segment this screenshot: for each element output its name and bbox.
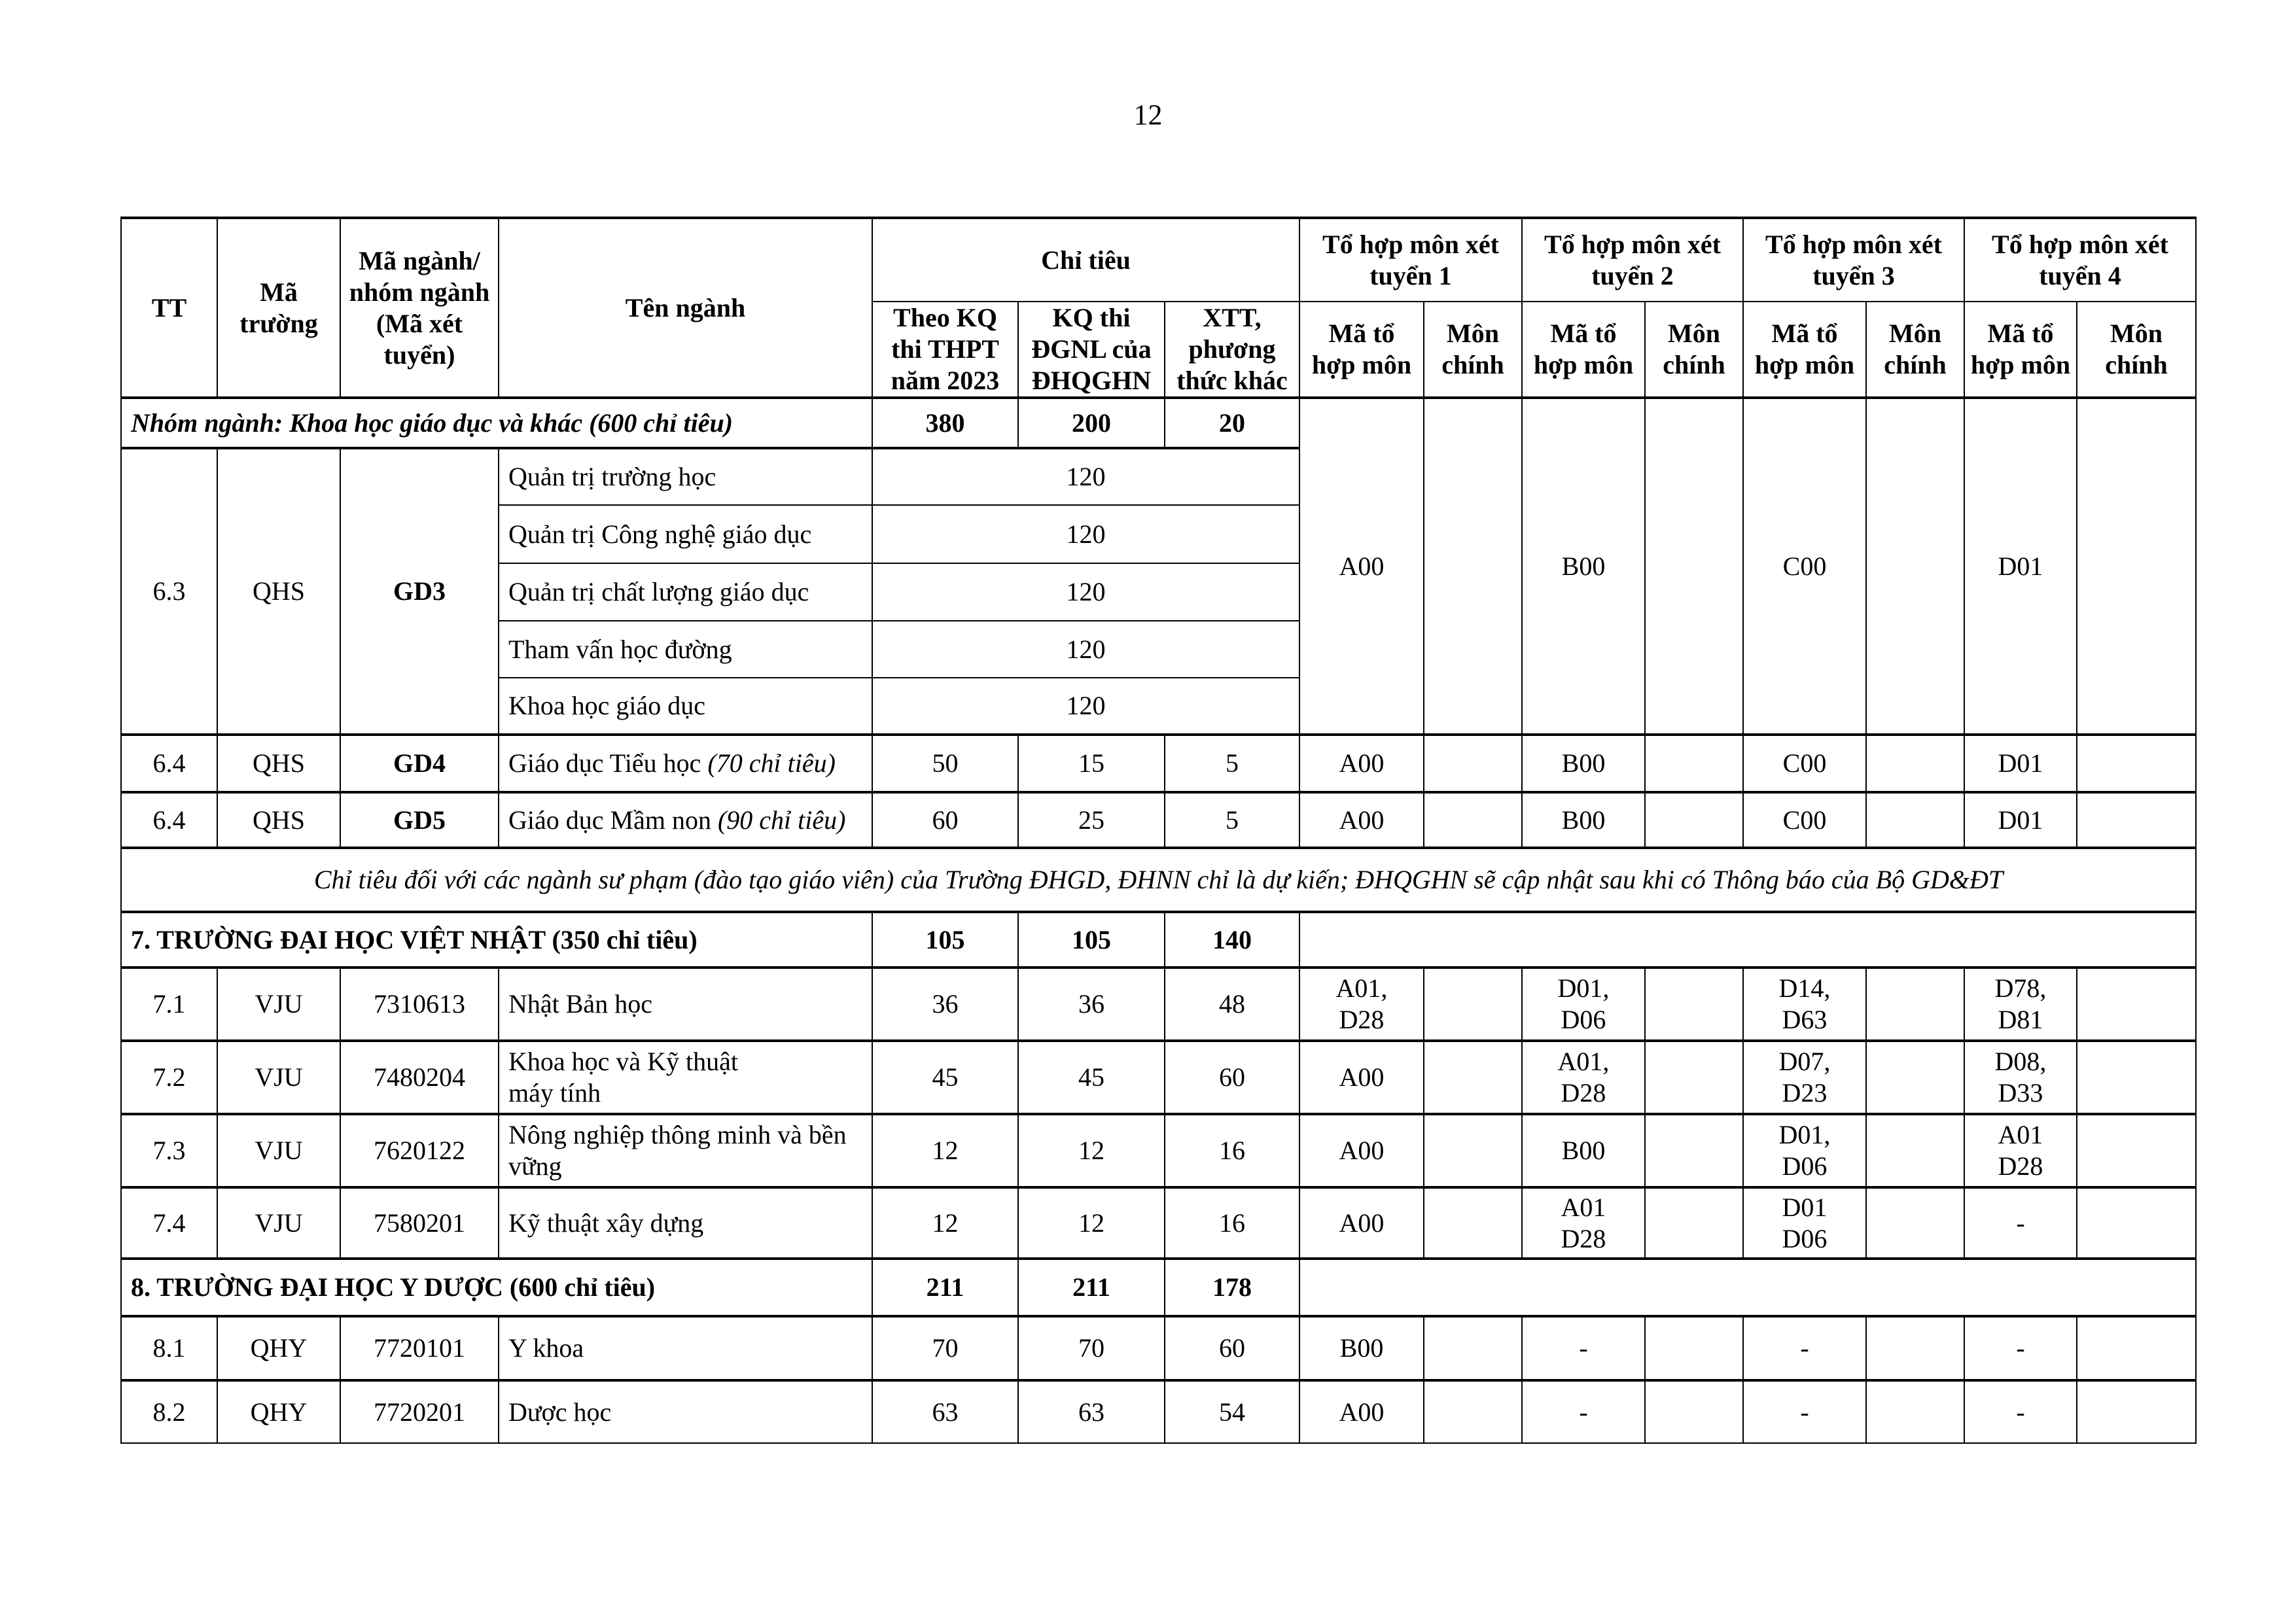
row-major-name: Y khoa: [499, 1316, 872, 1380]
combo-line: D78,: [1994, 973, 2047, 1003]
group-row: [121, 912, 2196, 968]
combo-3-code: -: [1743, 1380, 1866, 1443]
combo-3-main: [1866, 1114, 1964, 1187]
row-code: 7620122: [340, 1114, 499, 1187]
combo-line: D23: [1782, 1078, 1828, 1108]
group-quota-thpt: 380: [872, 398, 1018, 448]
combo-4-code: -: [1964, 1380, 2077, 1443]
combo-2-main: [1645, 735, 1743, 792]
combo-line: D07,: [1778, 1047, 1831, 1076]
group-row: [121, 398, 2196, 448]
combo-4-code: D01: [1964, 735, 2077, 792]
combo-1-code: [1299, 1041, 1424, 1114]
major-name-line: máy tính: [508, 1078, 601, 1108]
row-quota-dgnl: 63: [1018, 1380, 1165, 1443]
combo-2-main: [1645, 968, 1743, 1041]
table-row: [121, 968, 2196, 1041]
combo-4-main: [2077, 1187, 2196, 1259]
row-code: GD5: [340, 792, 499, 848]
combo-line: D81: [1998, 1005, 2043, 1034]
header-ten-nganh: Tên ngành: [499, 218, 872, 398]
row-school: QHS: [217, 792, 340, 848]
combo-3-main: [1866, 1316, 1964, 1380]
combo-line: A00: [1339, 1208, 1385, 1238]
row-quota-xtt: 16: [1165, 1114, 1299, 1187]
row-major-name: Quản trị trường học: [499, 448, 872, 505]
row-school: QHS: [217, 448, 340, 735]
row-major-name: Quản trị Công nghệ giáo dục: [499, 505, 872, 563]
row-quota-dgnl: 70: [1018, 1316, 1165, 1380]
combo-4-main: [2077, 735, 2196, 792]
row-major-name: [499, 792, 872, 848]
combo-4-code: [1964, 1041, 2077, 1114]
combo-line: D06: [1561, 1005, 1606, 1034]
combo-1-code: A00: [1299, 735, 1424, 792]
group-title: 7. TRƯỜNG ĐẠI HỌC VIỆT NHẬT (350 chỉ tiêu): [121, 912, 872, 968]
combo-2-code: [1522, 1041, 1645, 1114]
combo-line: D08,: [1994, 1047, 2047, 1076]
row-major-name: Dược học: [499, 1380, 872, 1443]
group-quota-thpt: 105: [872, 912, 1018, 968]
combo-2-main: [1645, 1380, 1743, 1443]
row-quota-xtt: 16: [1165, 1187, 1299, 1259]
row-code: 7580201: [340, 1187, 499, 1259]
header-row-1: [121, 218, 2196, 302]
header-mon-chinh-2: Môn chính: [1645, 302, 1743, 398]
combo-1-code: A00: [1299, 398, 1424, 735]
major-name-note: (90 chỉ tiêu): [717, 805, 846, 835]
row-code: 7480204: [340, 1041, 499, 1114]
row-major-quota: 120: [872, 505, 1299, 563]
header-to-hop-1: Tổ hợp môn xét tuyển 1: [1299, 218, 1522, 302]
combo-2-main: [1645, 1187, 1743, 1259]
row-major-name: [499, 1187, 872, 1259]
row-quota-xtt: 48: [1165, 968, 1299, 1041]
combo-line: A00: [1339, 1136, 1385, 1165]
row-quota-dgnl: 45: [1018, 1041, 1165, 1114]
combo-4-code: D01: [1964, 792, 2077, 848]
group-title: Nhóm ngành: Khoa học giáo dục và khác (600 chỉ tiêu): [121, 398, 872, 448]
header-ma-nganh: Mã ngành/ nhóm ngành (Mã xét tuyển): [340, 218, 499, 398]
group-quota-xtt: 140: [1165, 912, 1299, 968]
combo-4-code: D01: [1964, 398, 2077, 735]
combo-line: A01,: [1335, 973, 1388, 1003]
combo-1-main: [1424, 1380, 1522, 1443]
combo-4-main: [2077, 792, 2196, 848]
combo-2-main: [1645, 1041, 1743, 1114]
major-name-line: Nông nghiệp thông minh và bền: [508, 1120, 847, 1149]
table-row: [121, 1114, 2196, 1187]
row-quota-thpt: 12: [872, 1114, 1018, 1187]
group-quota-thpt: 211: [872, 1259, 1018, 1316]
row-tt: 7.3: [121, 1114, 217, 1187]
header-ma-to-hop-3: Mã tổ hợp môn: [1743, 302, 1866, 398]
header-ma-to-hop-4: Mã tổ hợp môn: [1964, 302, 2077, 398]
header-ma-truong: Mã trường: [217, 218, 340, 398]
combo-3-code: [1743, 968, 1866, 1041]
row-major-name: Quản trị chất lượng giáo dục: [499, 563, 872, 621]
combo-line: B00: [1561, 1136, 1606, 1165]
row-quota-dgnl: 15: [1018, 735, 1165, 792]
combo-line: A01: [1561, 1192, 1606, 1222]
major-name-line: vững: [508, 1151, 562, 1181]
combo-line: -: [2016, 1208, 2025, 1238]
combo-line: A01,: [1557, 1047, 1610, 1076]
row-major-quota: 120: [872, 563, 1299, 621]
combo-line: D28: [1561, 1078, 1606, 1108]
group-quota-dgnl: 105: [1018, 912, 1165, 968]
combo-4-main: [2077, 1380, 2196, 1443]
major-name-line: Khoa học và Kỹ thuật: [508, 1047, 739, 1076]
row-quota-xtt: 54: [1165, 1380, 1299, 1443]
row-quota-xtt: 5: [1165, 735, 1299, 792]
combo-3-code: [1743, 1041, 1866, 1114]
combo-3-main: [1866, 1041, 1964, 1114]
combo-1-code: B00: [1299, 1316, 1424, 1380]
row-school: QHS: [217, 735, 340, 792]
header-xtt: XTT, phương thức khác: [1165, 302, 1299, 398]
header-mon-chinh-1: Môn chính: [1424, 302, 1522, 398]
row-school: VJU: [217, 1114, 340, 1187]
combo-1-code: A00: [1299, 792, 1424, 848]
table-row: [121, 1316, 2196, 1380]
row-tt: 7.1: [121, 968, 217, 1041]
row-quota-thpt: 70: [872, 1316, 1018, 1380]
combo-line: D06: [1782, 1223, 1828, 1253]
combo-3-main: [1866, 792, 1964, 848]
combo-line: D28: [1339, 1005, 1385, 1034]
row-major-name: Tham vấn học đường: [499, 621, 872, 678]
header-theo-kq-thpt: Theo KQ thi THPT năm 2023: [872, 302, 1018, 398]
combo-4-main: [2077, 1316, 2196, 1380]
row-code: 7720101: [340, 1316, 499, 1380]
row-major-quota: 120: [872, 448, 1299, 505]
combo-line: D63: [1782, 1005, 1828, 1034]
combo-3-main: [1866, 968, 1964, 1041]
combo-3-code: C00: [1743, 792, 1866, 848]
row-quota-thpt: 50: [872, 735, 1018, 792]
group-empty: [1299, 1259, 2196, 1316]
row-quota-thpt: 63: [872, 1380, 1018, 1443]
row-tt: 6.4: [121, 735, 217, 792]
table-row: [121, 735, 2196, 792]
combo-line: A01: [1998, 1120, 2043, 1149]
header-kq-dgnl: KQ thi ĐGNL của ĐHQGHN: [1018, 302, 1165, 398]
row-major-quota: 120: [872, 621, 1299, 678]
combo-4-code: [1964, 1114, 2077, 1187]
note-row: [121, 848, 2196, 912]
combo-4-main: [2077, 1041, 2196, 1114]
row-tt: 7.4: [121, 1187, 217, 1259]
combo-4-code: -: [1964, 1316, 2077, 1380]
combo-1-main: [1424, 1041, 1522, 1114]
row-school: VJU: [217, 1041, 340, 1114]
header-mon-chinh-4: Môn chính: [2077, 302, 2196, 398]
combo-3-code: C00: [1743, 398, 1866, 735]
row-major-name: [499, 1041, 872, 1114]
row-quota-xtt: 60: [1165, 1041, 1299, 1114]
combo-line: A00: [1339, 1062, 1385, 1092]
header-to-hop-4: Tổ hợp môn xét tuyển 4: [1964, 218, 2196, 302]
row-quota-dgnl: 12: [1018, 1187, 1165, 1259]
row-school: QHY: [217, 1380, 340, 1443]
combo-2-code: B00: [1522, 792, 1645, 848]
combo-3-main: [1866, 1187, 1964, 1259]
combo-line: D28: [1561, 1223, 1606, 1253]
combo-4-main: [2077, 1114, 2196, 1187]
row-quota-dgnl: 36: [1018, 968, 1165, 1041]
major-name-note: (70 chỉ tiêu): [707, 748, 836, 778]
table-row: [121, 1187, 2196, 1259]
row-major-name: [499, 735, 872, 792]
row-tt: 6.4: [121, 792, 217, 848]
combo-1-code: [1299, 1114, 1424, 1187]
row-major-name: Khoa học giáo dục: [499, 678, 872, 735]
group-quota-dgnl: 211: [1018, 1259, 1165, 1316]
row-quota-thpt: 12: [872, 1187, 1018, 1259]
combo-2-main: [1645, 398, 1743, 735]
combo-line: D14,: [1778, 973, 1831, 1003]
combo-2-code: [1522, 1187, 1645, 1259]
combo-3-code: C00: [1743, 735, 1866, 792]
row-quota-xtt: 60: [1165, 1316, 1299, 1380]
combo-4-main: [2077, 398, 2196, 735]
row-tt: 7.2: [121, 1041, 217, 1114]
combo-2-code: B00: [1522, 735, 1645, 792]
combo-2-main: [1645, 792, 1743, 848]
table-row: [121, 792, 2196, 848]
combo-1-main: [1424, 1187, 1522, 1259]
combo-line: D01: [1782, 1192, 1828, 1222]
combo-4-main: [2077, 968, 2196, 1041]
row-major-quota: 120: [872, 678, 1299, 735]
row-tt: 8.2: [121, 1380, 217, 1443]
row-code: 7720201: [340, 1380, 499, 1443]
admission-quota-table: [120, 217, 2197, 1444]
major-name-line: Kỹ thuật xây dựng: [508, 1208, 704, 1238]
header-ma-to-hop-2: Mã tổ hợp môn: [1522, 302, 1645, 398]
combo-3-main: [1866, 398, 1964, 735]
table-row: [121, 1041, 2196, 1114]
combo-line: D06: [1782, 1151, 1828, 1181]
combo-4-code: [1964, 1187, 2077, 1259]
row-code: 7310613: [340, 968, 499, 1041]
combo-1-code: [1299, 1187, 1424, 1259]
combo-1-main: [1424, 398, 1522, 735]
header-to-hop-3: Tổ hợp môn xét tuyển 3: [1743, 218, 1964, 302]
group-row: [121, 1259, 2196, 1316]
combo-2-code: B00: [1522, 398, 1645, 735]
combo-line: D28: [1998, 1151, 2043, 1181]
group-title: 8. TRƯỜNG ĐẠI HỌC Y DƯỢC (600 chỉ tiêu): [121, 1259, 872, 1316]
group-empty: [1299, 912, 2196, 968]
combo-1-main: [1424, 1114, 1522, 1187]
combo-line: D01,: [1778, 1120, 1831, 1149]
header-chi-tieu: Chỉ tiêu: [872, 218, 1299, 302]
major-name-text: Giáo dục Mầm non: [508, 805, 711, 835]
combo-4-code: [1964, 968, 2077, 1041]
row-tt: 6.3: [121, 448, 217, 735]
combo-1-main: [1424, 792, 1522, 848]
combo-line: D01,: [1557, 973, 1610, 1003]
page-number: 12: [1133, 99, 1163, 131]
group-quota-xtt: 178: [1165, 1259, 1299, 1316]
header-to-hop-2: Tổ hợp môn xét tuyển 2: [1522, 218, 1743, 302]
combo-1-main: [1424, 735, 1522, 792]
row-tt: 8.1: [121, 1316, 217, 1380]
note-text: Chỉ tiêu đối với các ngành sư phạm (đào tạo giáo viên) của Trường ĐHGD, ĐHNN chỉ là dự kiến; ĐHQGHN sẽ cập nhật sau khi có Thông báo của Bộ GD&ĐT: [121, 848, 2196, 912]
row-quota-xtt: 5: [1165, 792, 1299, 848]
combo-1-main: [1424, 968, 1522, 1041]
combo-3-code: -: [1743, 1316, 1866, 1380]
combo-1-code: A00: [1299, 1380, 1424, 1443]
combo-3-main: [1866, 735, 1964, 792]
row-major-name: [499, 1114, 872, 1187]
combo-2-main: [1645, 1114, 1743, 1187]
header-mon-chinh-3: Môn chính: [1866, 302, 1964, 398]
row-school: QHY: [217, 1316, 340, 1380]
row-quota-thpt: 60: [872, 792, 1018, 848]
combo-line: D33: [1998, 1078, 2043, 1108]
combo-1-code: [1299, 968, 1424, 1041]
combo-3-code: [1743, 1187, 1866, 1259]
combo-2-main: [1645, 1316, 1743, 1380]
row-code: GD3: [340, 448, 499, 735]
group-quota-dgnl: 200: [1018, 398, 1165, 448]
combo-3-code: [1743, 1114, 1866, 1187]
combo-2-code: -: [1522, 1380, 1645, 1443]
major-name-text: Giáo dục Tiểu học: [508, 748, 701, 778]
row-quota-thpt: 45: [872, 1041, 1018, 1114]
combo-1-main: [1424, 1316, 1522, 1380]
combo-3-main: [1866, 1380, 1964, 1443]
row-school: VJU: [217, 968, 340, 1041]
row-major-name: Nhật Bản học: [499, 968, 872, 1041]
row-quota-dgnl: 12: [1018, 1114, 1165, 1187]
combo-2-code: [1522, 968, 1645, 1041]
header-tt: TT: [121, 218, 217, 398]
group-quota-xtt: 20: [1165, 398, 1299, 448]
combo-2-code: -: [1522, 1316, 1645, 1380]
table-row: [121, 1380, 2196, 1443]
row-quota-thpt: 36: [872, 968, 1018, 1041]
row-quota-dgnl: 25: [1018, 792, 1165, 848]
row-code: GD4: [340, 735, 499, 792]
header-ma-to-hop-1: Mã tổ hợp môn: [1299, 302, 1424, 398]
combo-2-code: [1522, 1114, 1645, 1187]
row-school: VJU: [217, 1187, 340, 1259]
